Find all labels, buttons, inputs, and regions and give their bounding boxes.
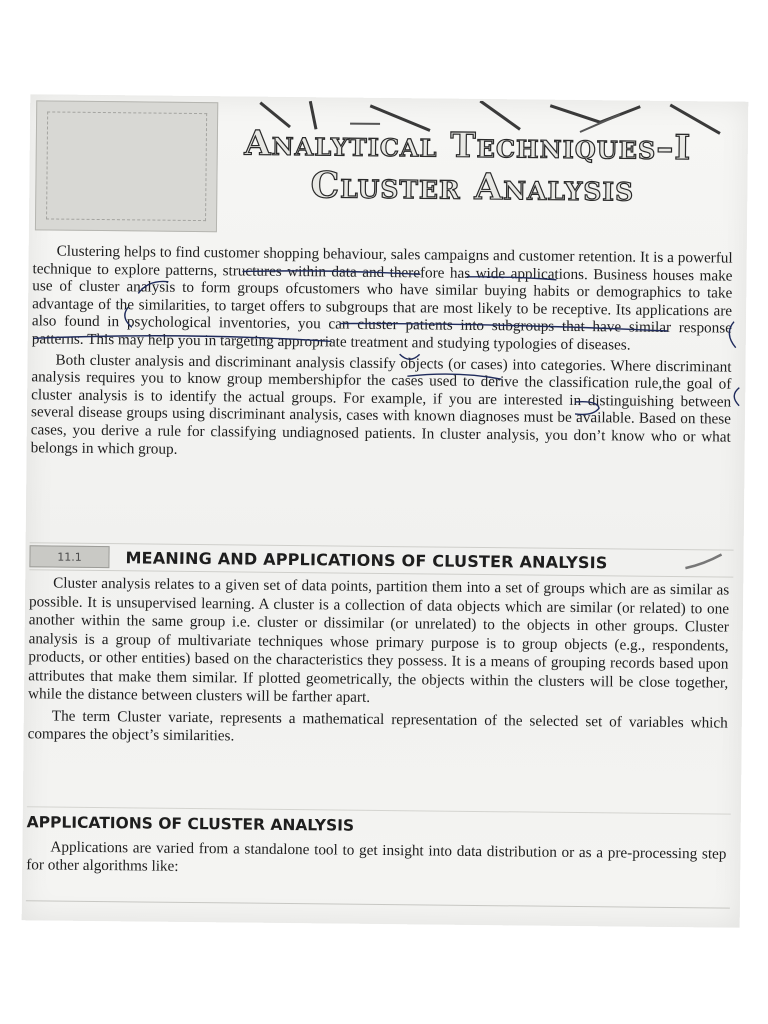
section-number-badge: 11.1 (29, 545, 109, 568)
book-page (22, 94, 749, 927)
chapter-title-line-1: Analytical Techniques–I (244, 123, 692, 169)
section-paragraph-1: Cluster analysis relates to a given set of data points, partition them into a set of groups which are as similar as possible. It is unsupervised learning. A cluster is a collection of data objects which are similar (or related) to one another within the same group i.e. cluster or dissimilar (or unrelated) to the objects in other groups. Cluster analysis is a group of multivariate techniques whose primary purpose is to group objects (e.g., respondents, products, or other entities) based on the characteristics they possess. It is a means of grouping records based upon attributes that make them similar. If plotted geometrically, the objects within the clusters will be close together, while the distance between clusters will be farther apart. (27, 574, 730, 706)
applications-body (26, 838, 726, 881)
chapter-title (187, 123, 748, 210)
section-paragraph-2: The term Cluster variate, represents a mathematical representation of the selected set of variables which compares the object’s similarities. (27, 707, 728, 745)
section-title: MEANING AND APPLICATIONS OF CLUSTER ANALYSIS (125, 547, 608, 572)
intro-paragraph-2: Both cluster analysis and discriminant analysis classify objects (or cases) into categories. Where discriminant analysis requires you to know group membershipfor the cases used to derive the classification rule,the goal of cluster analysis is to identify the actual groups. For example, if you are interested in distinguishing between several disease groups using discriminant analysis, cases with known diagnoses must be available. Based on these cases, you derive a rule for classifying undiagnosed patients. In cluster analysis, you don’t know who or what belongs in which group. (30, 351, 732, 458)
chapter-title-line-2: Cluster Analysis (310, 163, 635, 210)
intro-paragraph-1: Clustering helps to find customer shopping behaviour, sales campaigns and customer retention. It is a powerful technique to explore patterns, structures within data and therefore has wide applications. Business houses make use of cluster analysis to form groups ofcustomers who have similar buying habits or demographics to take advantage of the similarities, to target offers to subgroups that are most likely to be receptive. Its applications are also found in psychological inventories, you can cluster patients into subgroups that have similar response patterns. This may help you in targeting appropriate treatment and studying typologies of diseases. (31, 242, 733, 354)
applications-paragraph: Applications are varied from a standalone tool to get insight into data distribution or as a pre-processing step for other algorithms like: (26, 838, 727, 875)
applications-heading: APPLICATIONS OF CLUSTER ANALYSIS (27, 806, 731, 838)
section-body (28, 574, 730, 751)
section-heading (29, 542, 733, 577)
bottom-divider (26, 900, 730, 908)
intro-text (31, 242, 733, 463)
pen-tick-mark (683, 552, 723, 570)
